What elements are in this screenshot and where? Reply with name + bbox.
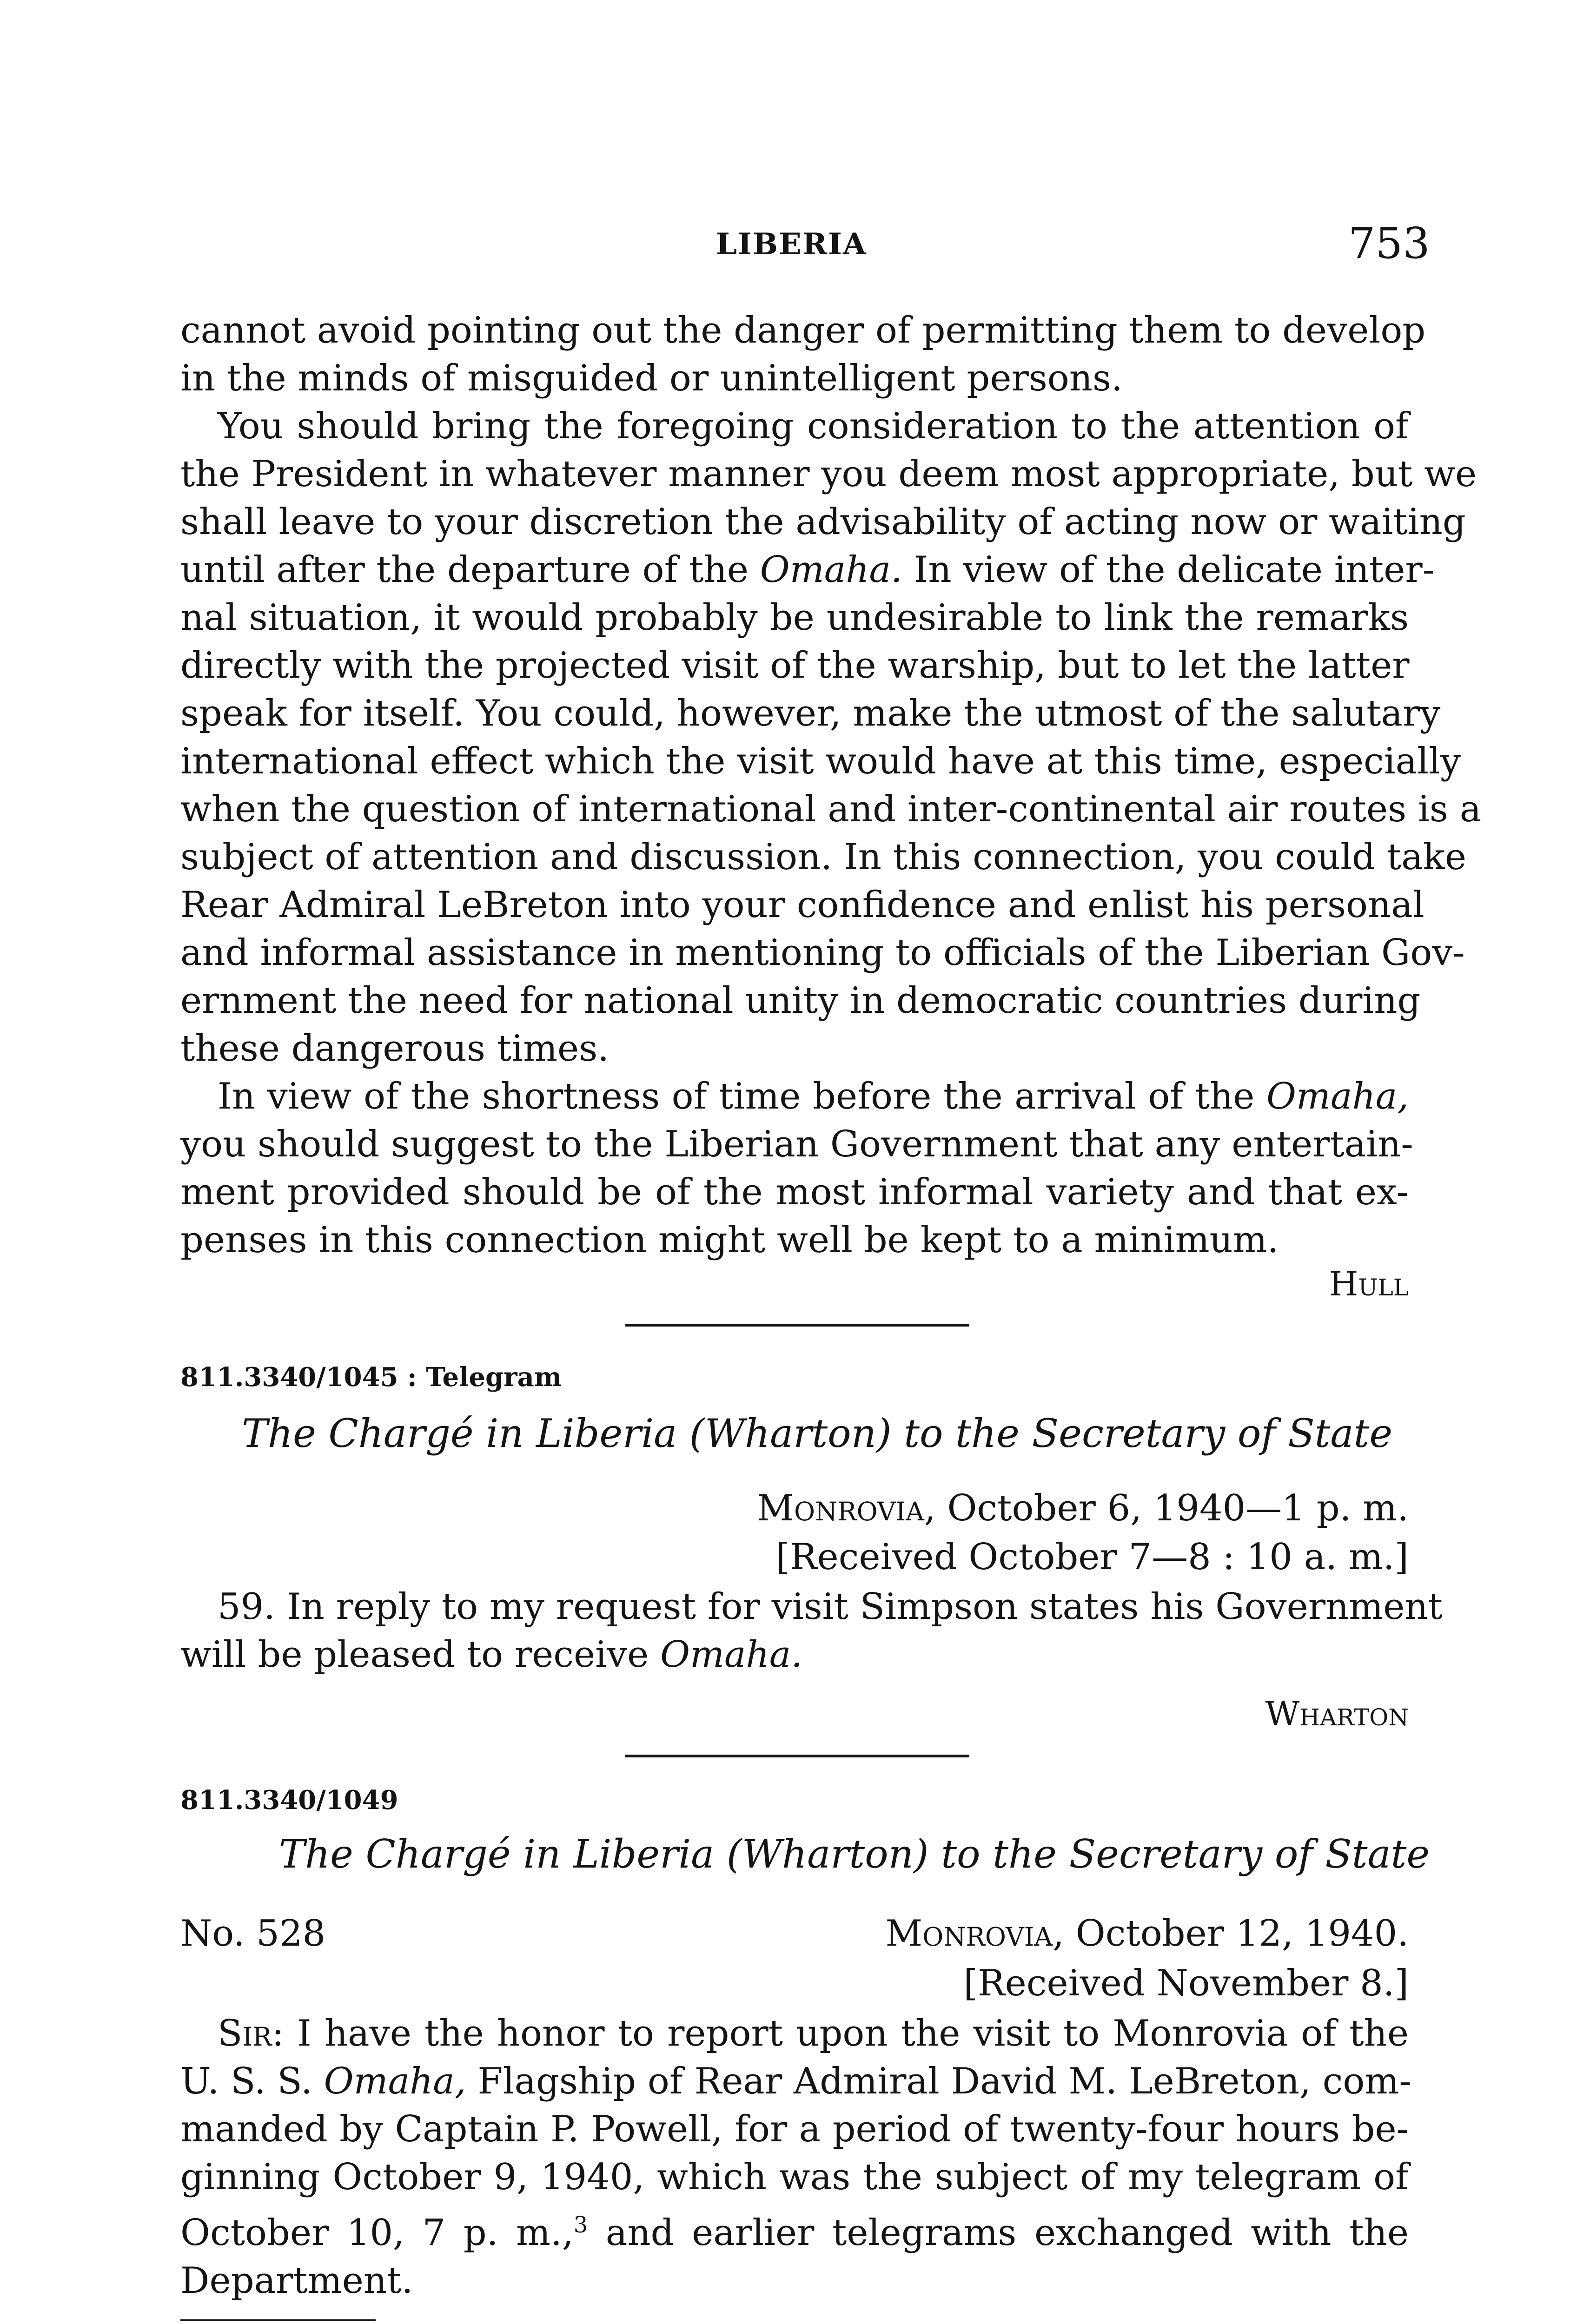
text-span: In view of the shortness of time before the arrival of the bbox=[218, 1076, 1255, 1117]
ship-name: Omaha. bbox=[660, 1634, 803, 1676]
section-divider bbox=[625, 1324, 969, 1327]
text-span: October 10, 7 p. m., bbox=[180, 2212, 574, 2254]
text-line: shall leave to your discretion the advisability of acting now or waiting bbox=[180, 501, 1466, 543]
text-line: subject of attention and discussion. In this connection, you could take bbox=[180, 836, 1467, 878]
text-line bbox=[180, 2201, 1409, 2257]
text-line bbox=[180, 1073, 1409, 1121]
text-line bbox=[180, 546, 1435, 594]
text-span: Flagship of Rear Admiral David M. LeBreton, com- bbox=[477, 2060, 1411, 2102]
text-line: when the question of international and inter-continental air routes is a bbox=[180, 788, 1482, 830]
page-number: 753 bbox=[1348, 218, 1430, 268]
text-line bbox=[180, 1631, 1409, 1679]
text-span: until after the departure of the bbox=[180, 549, 749, 591]
section1-text bbox=[180, 307, 1482, 1264]
ship-name: Omaha, bbox=[1266, 1076, 1409, 1117]
text-span: In view of the delicate inter- bbox=[914, 549, 1435, 591]
ship-name: Omaha, bbox=[324, 2060, 466, 2102]
text-line: nal situation, it would probably be undesirable to link the remarks bbox=[180, 597, 1409, 639]
section-divider bbox=[625, 1755, 969, 1757]
running-title: LIBERIA bbox=[716, 227, 867, 262]
text-line: cannot avoid pointing out the danger of permitting them to develop bbox=[180, 310, 1426, 351]
despatch-body bbox=[180, 2010, 1409, 2305]
text-line: in the minds of misguided or unintelligent persons. bbox=[180, 357, 1123, 399]
text-line: these dangerous times. bbox=[180, 1028, 610, 1070]
text-line: penses in this connection might well be kept to a minimum. bbox=[180, 1219, 1279, 1261]
text-span: and earlier telegrams exchanged with the bbox=[605, 2212, 1409, 2254]
place-name: Monrovia, bbox=[885, 1913, 1064, 1954]
dateline bbox=[753, 1487, 1409, 1529]
text-span: U. S. S. bbox=[180, 2060, 312, 2102]
text-line: directly with the projected visit of the warship, but to let the latter bbox=[180, 645, 1410, 687]
text-line bbox=[180, 2010, 1409, 2058]
text-line: ginning October 9, 1940, which was the subject of my telegram of bbox=[180, 2156, 1409, 2198]
text-line: international effect which the visit would have at this time, especially bbox=[180, 740, 1461, 782]
document-title: The Chargé in Liberia (Wharton) to the Secretary of State bbox=[242, 1411, 1393, 1456]
file-number: 811.3340/1045 : Telegram bbox=[180, 1362, 562, 1393]
text-line: ernment the need for national unity in democratic countries during bbox=[180, 980, 1421, 1022]
text-line: You should bring the foregoing consideration to the attention of bbox=[218, 405, 1409, 447]
text-line: Rear Admiral LeBreton into your confidence and enlist his personal bbox=[180, 884, 1424, 926]
text-line: manded by Captain P. Powell, for a period of twenty-four hours be- bbox=[180, 2108, 1409, 2150]
text-span: will be pleased to receive bbox=[180, 1634, 649, 1676]
file-number: 811.3340/1049 bbox=[180, 1785, 398, 1816]
text-line: speak for itself. You could, however, make the utmost of the salutary bbox=[180, 693, 1441, 734]
text-line: ment provided should be of the most informal variety and that ex- bbox=[180, 1171, 1409, 1213]
text-line: Department. bbox=[180, 2260, 413, 2302]
text-line: 59. In reply to my request for visit Simpson states his Government bbox=[218, 1586, 1443, 1628]
ship-name: Omaha. bbox=[760, 549, 902, 591]
signature-wharton: Wharton bbox=[1265, 1694, 1409, 1733]
date-text: October 6, 1940—1 p. m. bbox=[947, 1487, 1409, 1529]
document-title: The Chargé in Liberia (Wharton) to the Secretary of State bbox=[279, 1831, 1430, 1877]
footnote-reference: 3 bbox=[573, 2212, 588, 2238]
place-name: Monrovia, bbox=[757, 1487, 936, 1529]
footnote-divider bbox=[180, 2319, 376, 2321]
salutation: Sir: bbox=[218, 2013, 284, 2054]
text-span: I have the honor to report upon the visit to Monrovia of the bbox=[297, 2013, 1409, 2054]
date-text: October 12, 1940. bbox=[1075, 1913, 1409, 1954]
text-line: and informal assistance in mentioning to officials of the Liberian Gov- bbox=[180, 932, 1465, 974]
received-note: [Received October 7—8 : 10 a. m.] bbox=[775, 1536, 1409, 1578]
despatch-number: No. 528 bbox=[180, 1913, 326, 1954]
received-note: [Received November 8.] bbox=[963, 1962, 1409, 2004]
signature-hull: Hull bbox=[1329, 1264, 1409, 1303]
dateline bbox=[837, 1913, 1409, 1954]
text-line: the President in whatever manner you deem most appropriate, but we bbox=[180, 453, 1477, 495]
text-line: you should suggest to the Liberian Government that any entertain- bbox=[180, 1123, 1413, 1165]
telegram-body bbox=[180, 1583, 1443, 1679]
text-line bbox=[180, 2058, 1409, 2106]
